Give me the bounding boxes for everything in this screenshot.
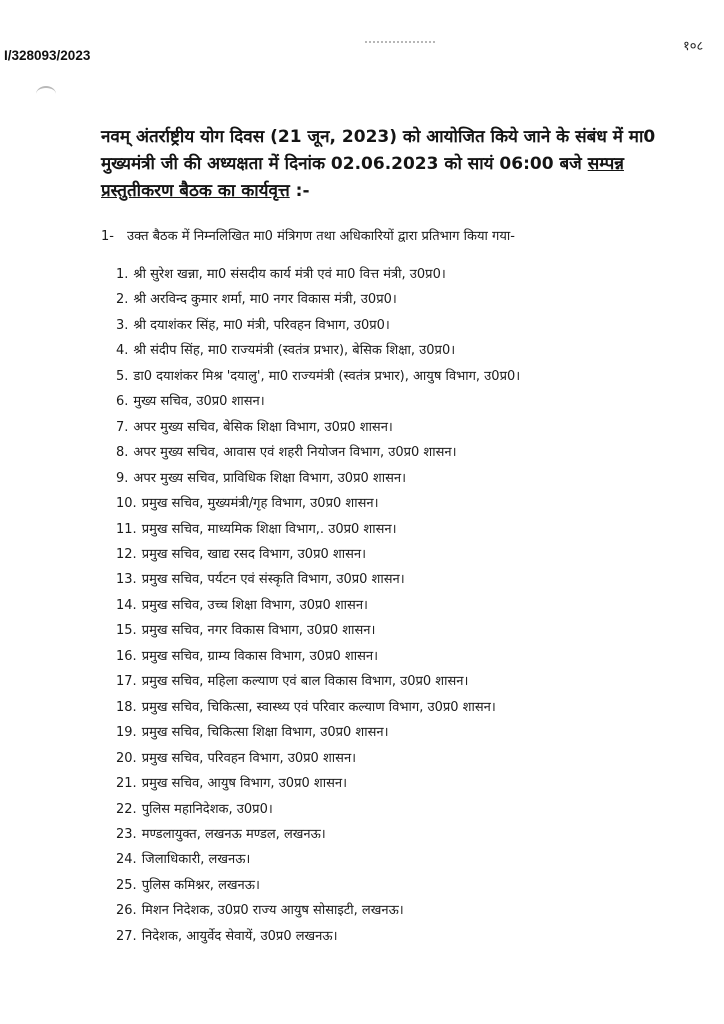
list-item-number: 11. <box>116 521 137 537</box>
list-item <box>116 797 706 822</box>
heading-suffix: :- <box>289 181 310 201</box>
list-item <box>116 898 706 923</box>
reference-number: I/328093/2023 <box>4 48 91 63</box>
list-item <box>116 287 706 312</box>
list-item-text: प्रमुख सचिव, मुख्यमंत्री/गृह विभाग, उ0प्र0 शासन। <box>141 496 379 512</box>
list-item <box>116 313 706 338</box>
list-item <box>116 542 706 567</box>
list-item <box>116 364 706 389</box>
list-item <box>116 822 706 847</box>
section-text: उक्त बैठक में निम्नलिखित मा0 मंत्रिगण तथा अधिकारियों द्वारा प्रतिभाग किया गया- <box>127 229 515 244</box>
list-item-text: प्रमुख सचिव, उच्च शिक्षा विभाग, उ0प्र0 शासन। <box>141 597 368 613</box>
section-number: 1- <box>101 229 114 244</box>
list-item-text: अपर मुख्य सचिव, आवास एवं शहरी नियोजन विभाग, उ0प्र0 शासन। <box>133 445 457 461</box>
list-item-text: प्रमुख सचिव, नगर विकास विभाग, उ0प्र0 शासन। <box>141 623 376 639</box>
list-item-number: 18. <box>116 699 137 715</box>
list-item-number: 10. <box>116 496 137 512</box>
list-item-text: जिलाधिकारी, लखनऊ। <box>141 852 251 868</box>
list-item-text: डा0 दयाशंकर मिश्र 'दयालु', मा0 राज्यमंत्री (स्वतंत्र प्रभार), आयुष विभाग, उ0प्र0। <box>133 368 521 384</box>
list-item <box>116 415 706 440</box>
list-item <box>116 618 706 643</box>
list-item-number: 22. <box>116 801 137 817</box>
list-item <box>116 440 706 465</box>
attendee-list <box>116 262 706 949</box>
list-item-text: मिशन निदेशक, उ0प्र0 राज्य आयुष सोसाइटी, लखनऊ। <box>141 903 404 919</box>
list-item-number: 14. <box>116 597 137 613</box>
list-item-text: प्रमुख सचिव, माध्यमिक शिक्षा विभाग,. उ0प्र0 शासन। <box>141 521 397 537</box>
list-item <box>116 491 706 516</box>
list-item-number: 17. <box>116 674 137 690</box>
list-item-text: प्रमुख सचिव, चिकित्सा, स्वास्थ्य एवं परिवार कल्याण विभाग, उ0प्र0 शासन। <box>141 699 496 715</box>
list-item-number: 3. <box>116 317 129 333</box>
list-item <box>116 695 706 720</box>
page-number: १०८ <box>683 38 704 53</box>
list-item-text: मुख्य सचिव, उ0प्र0 शासन। <box>133 394 265 410</box>
list-item-text: प्रमुख सचिव, महिला कल्याण एवं बाल विकास विभाग, उ0प्र0 शासन। <box>141 674 469 690</box>
list-item-text: प्रमुख सचिव, पर्यटन एवं संस्कृति विभाग, उ0प्र0 शासन। <box>141 572 405 588</box>
list-item-text: मण्डलायुक्त, लखनऊ मण्डल, लखनऊ। <box>141 826 326 842</box>
section-intro <box>101 228 661 246</box>
list-item-number: 23. <box>116 826 137 842</box>
list-item-number: 5. <box>116 368 129 384</box>
stamp-smudge <box>365 41 435 51</box>
document-heading <box>101 124 661 205</box>
list-item-number: 26. <box>116 903 137 919</box>
list-item-number: 2. <box>116 292 129 308</box>
list-item-number: 25. <box>116 877 137 893</box>
list-item-text: प्रमुख सचिव, खाद्य रसद विभाग, उ0प्र0 शासन। <box>141 546 367 562</box>
list-item <box>116 517 706 542</box>
list-item-text: प्रमुख सचिव, चिकित्सा शिक्षा विभाग, उ0प्र0 शासन। <box>141 725 389 741</box>
list-item-number: 21. <box>116 776 137 792</box>
list-item-number: 12. <box>116 546 137 562</box>
list-item-number: 6. <box>116 394 129 410</box>
list-item-text: श्री दयाशंकर सिंह, मा0 मंत्री, परिवहन विभाग, उ0प्र0। <box>133 317 390 333</box>
list-item-text: अपर मुख्य सचिव, प्राविधिक शिक्षा विभाग, उ0प्र0 शासन। <box>133 470 407 486</box>
list-item-number: 15. <box>116 623 137 639</box>
list-item-number: 7. <box>116 419 129 435</box>
list-item-text: प्रमुख सचिव, आयुष विभाग, उ0प्र0 शासन। <box>141 776 348 792</box>
list-item <box>116 262 706 287</box>
heading-underlined: सम्पन्न प्रस्तुतीकरण बैठक का कार्यवृत्त <box>101 154 624 201</box>
list-item-text: निदेशक, आयुर्वेद सेवायें, उ0प्र0 लखनऊ। <box>141 928 338 944</box>
list-item <box>116 593 706 618</box>
list-item <box>116 338 706 363</box>
list-item-number: 24. <box>116 852 137 868</box>
list-item-text: अपर मुख्य सचिव, बेसिक शिक्षा विभाग, उ0प्र0 शासन। <box>133 419 393 435</box>
list-item-text: प्रमुख सचिव, परिवहन विभाग, उ0प्र0 शासन। <box>141 750 357 766</box>
list-item-text: श्री सुरेश खन्ना, मा0 संसदीय कार्य मंत्री एवं मा0 वित्त मंत्री, उ0प्र0। <box>133 267 446 282</box>
list-item <box>116 771 706 796</box>
list-item-number: 1. <box>116 267 129 282</box>
list-item-number: 9. <box>116 470 129 486</box>
list-item <box>116 924 706 949</box>
list-item-text: पुलिस कमिश्नर, लखनऊ। <box>141 877 260 893</box>
list-item-number: 27. <box>116 928 137 944</box>
list-item <box>116 873 706 898</box>
list-item-text: पुलिस महानिदेशक, उ0प्र0। <box>141 801 273 817</box>
list-item-number: 20. <box>116 750 137 766</box>
list-item-number: 19. <box>116 725 137 741</box>
list-item <box>116 847 706 872</box>
list-item <box>116 644 706 669</box>
list-item <box>116 746 706 771</box>
list-item-number: 4. <box>116 343 129 359</box>
list-item <box>116 720 706 745</box>
list-item-text: श्री अरविन्द कुमार शर्मा, मा0 नगर विकास मंत्री, उ0प्र0। <box>133 292 397 308</box>
list-item-number: 13. <box>116 572 137 588</box>
list-item <box>116 567 706 592</box>
pen-mark <box>36 86 56 102</box>
list-item <box>116 389 706 414</box>
list-item <box>116 669 706 694</box>
list-item-number: 16. <box>116 648 137 664</box>
list-item <box>116 466 706 491</box>
list-item-text: प्रमुख सचिव, ग्राम्य विकास विभाग, उ0प्र0 शासन। <box>141 648 379 664</box>
list-item-text: श्री संदीप सिंह, मा0 राज्यमंत्री (स्वतंत्र प्रभार), बेसिक शिक्षा, उ0प्र0। <box>133 343 456 359</box>
heading-main: नवम् अंतर्राष्ट्रीय योग दिवस (21 जून, 2023) को आयोजित किये जाने के संबंध में मा0 मुख्यमंत्री जी की अध्यक्षता में दिनांक 02.06.2023 को सायं 06:00 बजे <box>101 127 656 174</box>
list-item-number: 8. <box>116 445 129 461</box>
